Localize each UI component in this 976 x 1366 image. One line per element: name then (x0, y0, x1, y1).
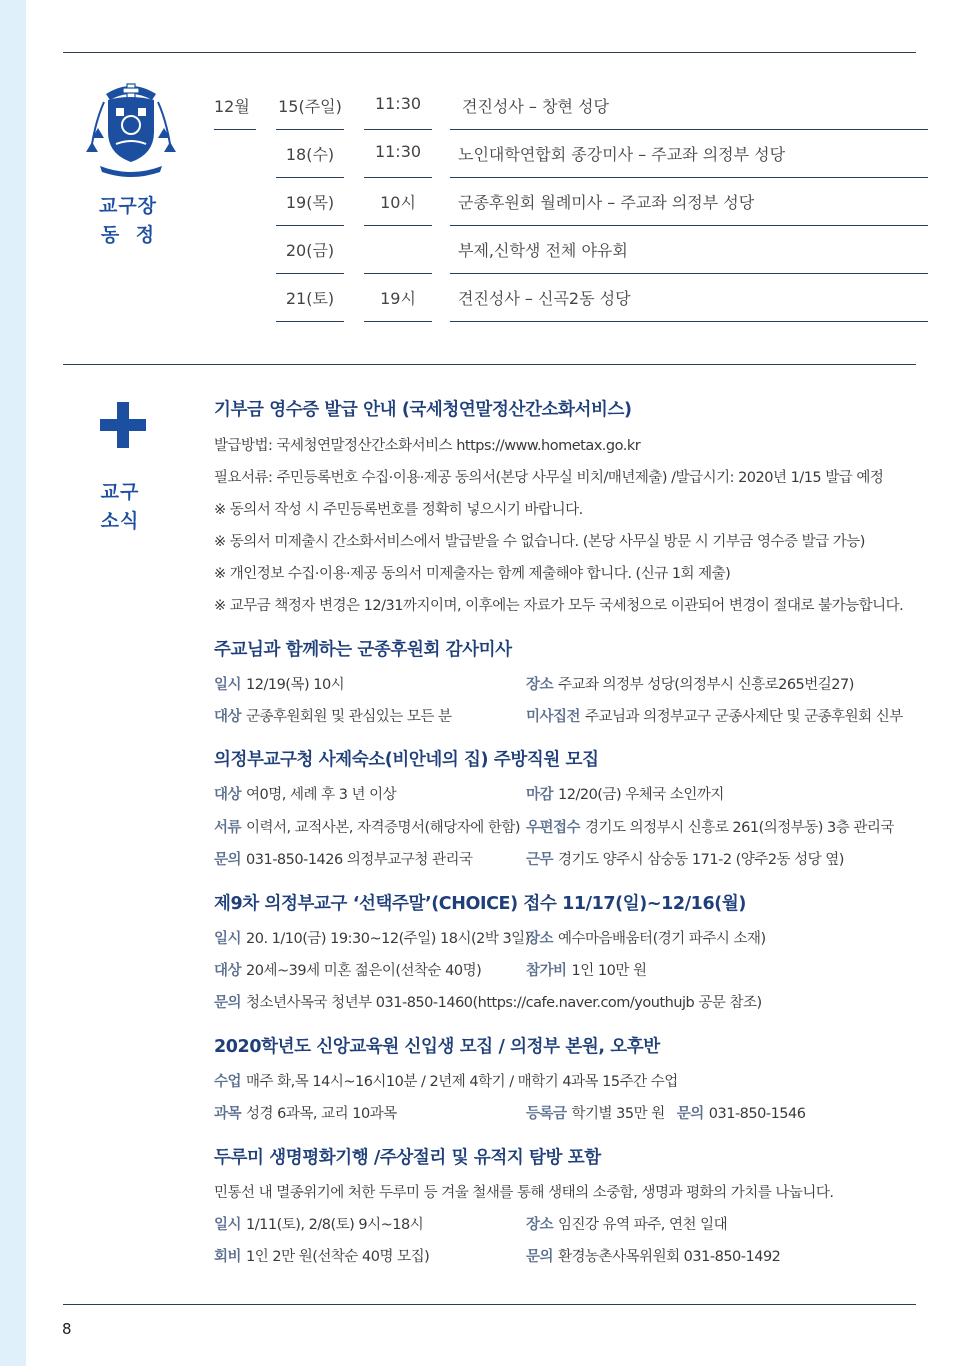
news-line: 근무 경기도 양주시 삼숭동 171-2 (양주2동 성당 옆) (526, 852, 844, 868)
news-line: 일시 12/19(목) 10시 (214, 677, 345, 693)
news-title: 의정부교구청 사제숙소(비안네의 집) 주방직원 모집 (214, 750, 599, 770)
news-line: 일시 1/11(토), 2/8(토) 9시~18시 (214, 1217, 424, 1233)
news-line: 미사집전 주교님과 의정부교구 군종사제단 및 군종후원회 신부 (526, 709, 903, 725)
left-margin-strip (0, 0, 26, 1366)
bishop-schedule-heading (92, 192, 164, 250)
news-line: 대상 20세~39세 미혼 젊은이(선착순 40명) (214, 963, 482, 979)
news-line: 문의 청소년사목국 청년부 031-850-1460(https://cafe.naver.com/youthujb 공문 참조) (214, 995, 762, 1011)
news-title: 기부금 영수증 발급 안내 (국세청연말정산간소화서비스) (214, 400, 632, 420)
diocese-news-heading (84, 478, 156, 536)
heading-line-1: 교구 (100, 481, 140, 503)
schedule-row (276, 274, 928, 322)
news-line: 장소 임진강 유역 파주, 연천 일대 (526, 1217, 728, 1233)
schedule-row (276, 178, 928, 226)
section-divider (63, 364, 916, 365)
schedule-event: 부제,신학생 전체 야유회 (458, 241, 628, 260)
news-title: 2020학년도 신앙교육원 신입생 모집 / 의정부 본원, 오후반 (214, 1037, 660, 1057)
schedule-row (276, 82, 928, 130)
diocese-news-list (214, 394, 914, 1294)
news-line: ※ 교무금 책정자 변경은 12/31까지이며, 이후에는 자료가 모두 국세청으로 이관되어 변경이 절대로 불가능합니다. (214, 598, 904, 614)
schedule-month: 12월 (214, 97, 250, 116)
news-line: 과목 성경 6과목, 교리 10과목 (214, 1106, 397, 1122)
news-line: 일시 20. 1/10(금) 19:30~12(주일) 18시(2박 3일) (214, 931, 530, 947)
news-line: ※ 개인정보 수집·이용·제공 동의서 미제출자는 함께 제출해야 합니다. (신규 1회 제출) (214, 566, 731, 582)
news-line: 참가비 1인 10만 원 (526, 963, 647, 979)
news-line: 문의 환경농촌사목위원회 031-850-1492 (526, 1249, 781, 1265)
news-line: 필요서류: 주민등록번호 수집·이용·제공 동의서(본당 사무실 비치/매년제출) /발급시기: 2020년 1/15 발급 예정 (214, 470, 884, 486)
news-title: 제9차 의정부교구 ‘선택주말’(CHOICE) 접수 11/17(일)~12/16(월) (214, 894, 746, 914)
schedule-time: 11:30 (374, 142, 422, 161)
page-number: 8 (62, 1320, 72, 1338)
month-underline (214, 129, 256, 130)
news-line: 장소 주교좌 의정부 성당(의정부시 신흥로265번길27) (526, 677, 854, 693)
news-line: 수업 매주 화,목 14시~16시10분 / 2년제 4학기 / 매학기 4과목 15주간 수업 (214, 1074, 678, 1090)
schedule-date: 15(주일) (278, 97, 342, 116)
news-line: 대상 여0명, 세례 후 3 년 이상 (214, 787, 397, 803)
heading-line-2: 소식 (100, 510, 140, 532)
schedule-event: 견진성사 – 신곡2동 성당 (458, 289, 631, 308)
schedule-date: 19(목) (285, 193, 335, 212)
schedule-event: 견진성사 – 창현 성당 (462, 97, 609, 116)
news-line: ※ 동의서 작성 시 주민등록번호를 정확히 넣으시기 바랍니다. (214, 502, 583, 518)
heading-line-2: 동 정 (100, 224, 156, 246)
heading-line-1: 교구장 (98, 195, 158, 217)
news-line: 민통선 내 멸종위기에 처한 두루미 등 겨울 철새를 통해 생태의 소중함, 생명과 평화의 가치를 나눕니다. (214, 1185, 834, 1201)
schedule-row (276, 130, 928, 178)
news-line: 서류 이력서, 교적사본, 자격증명서(해당자에 한함) (214, 820, 520, 836)
news-line: 대상 군종후원회원 및 관심있는 모든 분 (214, 709, 452, 725)
schedule-time: 11:30 (374, 94, 422, 113)
news-title: 주교님과 함께하는 군종후원회 감사미사 (214, 640, 512, 660)
news-line: 장소 예수마음배움터(경기 파주시 소재) (526, 931, 766, 947)
schedule-time: 10시 (380, 193, 416, 212)
news-line: 등록금 학기별 35만 원 문의 031-850-1546 (526, 1106, 806, 1122)
news-title: 두루미 생명평화기행 /주상절리 및 유적지 탐방 포함 (214, 1148, 601, 1168)
schedule-event: 군종후원회 월례미사 – 주교좌 의정부 성당 (458, 193, 755, 212)
schedule-date: 18(수) (285, 145, 335, 164)
schedule-row (276, 226, 928, 274)
schedule-date: 20(금) (285, 241, 335, 260)
schedule-event: 노인대학연합회 종강미사 – 주교좌 의정부 성당 (458, 145, 786, 164)
news-line: 우편접수 경기도 의정부시 신흥로 261(의정부동) 3층 관리국 (526, 820, 894, 836)
cross-icon (100, 402, 146, 448)
news-line: ※ 동의서 미제출시 간소화서비스에서 발급받을 수 없습니다. (본당 사무실 방문 시 기부금 영수증 발급 가능) (214, 534, 865, 550)
schedule-date: 21(토) (285, 289, 335, 308)
news-line: 마감 12/20(금) 우체국 소인까지 (526, 787, 724, 803)
bottom-divider (63, 1304, 916, 1305)
schedule-time: 19시 (380, 289, 416, 308)
bishop-coat-of-arms-icon (86, 80, 176, 180)
news-line: 문의 031-850-1426 의정부교구청 관리국 (214, 852, 473, 868)
news-line: 회비 1인 2만 원(선착순 40명 모집) (214, 1249, 430, 1265)
top-divider (63, 52, 916, 53)
news-line: 발급방법: 국세청연말정산간소화서비스 https://www.hometax.go.kr (214, 438, 641, 454)
